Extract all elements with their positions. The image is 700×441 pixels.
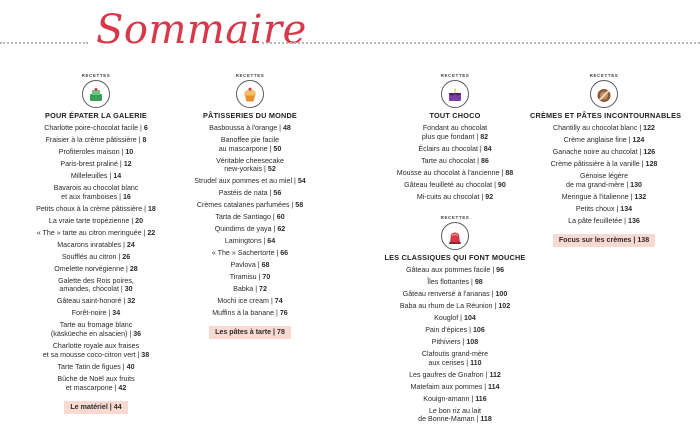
toc-entry: Omelette norvégienne | 28	[54, 264, 138, 273]
toc-entry-title: Mousse au chocolat à l'ancienne	[396, 168, 500, 177]
toc-page-number: 26	[122, 252, 131, 261]
toc-entry-title-line2: et sa mousse coco-citron vert | 38	[42, 350, 150, 359]
toc-entry-title: Forêt-noire	[71, 309, 107, 318]
toc-page-number: 66	[280, 249, 289, 258]
toc-entry-title: Banoffee pie facile	[220, 136, 280, 144]
toc-page-number: 12	[123, 160, 132, 168]
toc-entry-title: Gâteau aux pommes facile	[405, 266, 491, 274]
toc-entry-title: Muffins à la banane	[212, 309, 275, 318]
toc-page-number: 100	[495, 290, 508, 298]
highlight-entry: Le matériel | 44	[64, 401, 127, 414]
toc-entry-title-line2-text: de ma grand-mère	[566, 180, 625, 189]
badge-label: RECETTES	[440, 73, 470, 78]
toc-entry: Soufflés au citron | 26	[61, 252, 131, 261]
section-heading: POUR ÉPATER LA GALERIE	[45, 111, 147, 120]
toc-entry-title-line2-text: et sa mousse coco-citron vert	[42, 350, 136, 359]
highlight-entry-title: Les pâtes à tarte	[215, 328, 272, 337]
toc-entry-title: Quindims de yaya	[214, 225, 272, 234]
toc-page-number: 20	[135, 216, 144, 225]
recettes-badge	[235, 73, 265, 108]
toc-page-number: 90	[497, 180, 506, 189]
toc-entry	[20, 321, 172, 338]
badge-label: RECETTES	[235, 73, 265, 78]
highlight-page-number: 138	[637, 235, 650, 244]
toc-entry-title: Mi-cuits au chocolat	[416, 192, 480, 201]
recettes-badge	[81, 73, 111, 108]
toc-entry-title: Tarte au fromage blanc	[59, 321, 133, 330]
toc-entry: « The » tarte au citron meringuée | 22	[36, 228, 156, 237]
toc-entry-title: Macarons inratables	[57, 240, 122, 249]
toc-page-number: 34	[112, 309, 121, 318]
toc-entry: La vraie tarte tropézienne | 20	[48, 216, 144, 225]
toc-page-number: 60	[276, 213, 285, 222]
dotted-divider-right	[262, 42, 700, 44]
badge-label: RECETTES	[589, 73, 619, 78]
toc-entry: « The » Sachertorte | 66	[211, 249, 289, 258]
toc-page-number: 30	[124, 285, 133, 294]
toc-entry-title: Meringue à l'italienne	[561, 192, 629, 201]
toc-entry	[175, 157, 325, 174]
toc-entry-title: Crème pâtissière à la vanille	[550, 160, 640, 168]
toc-page-number: 22	[147, 228, 156, 237]
toc-entry	[20, 277, 172, 294]
toc-page-number: 114	[488, 382, 500, 391]
toc-entry: Forêt-noire | 34	[71, 309, 121, 318]
toc-entry-title: Mochi ice cream	[217, 297, 269, 306]
toc-entry: Babka | 72	[233, 285, 267, 294]
toc-page-number: 50	[273, 144, 282, 153]
toc-page-number: 134	[620, 204, 633, 213]
toc-entry-title: Le bon riz au lait	[428, 406, 482, 415]
toc-entry-title-line2: au mascarpone | 50	[218, 144, 282, 153]
toc-entry	[175, 136, 325, 153]
toc-page-number: 18	[147, 204, 156, 213]
toc-entry-title: Tarte au chocolat	[421, 156, 476, 165]
toc-entry-title: Charlotte royale aux fraises	[52, 342, 140, 351]
toc-entry: Macarons inratables | 24	[57, 240, 135, 249]
recettes-badge	[589, 73, 619, 108]
toc-entry-title: Tiramisu	[229, 273, 257, 282]
toc-entry: Gâteau saint-honoré | 32	[56, 297, 136, 306]
toc-entry: Petits choux à la crème pâtissière | 18	[36, 204, 156, 213]
toc-entry-title: Babka	[233, 285, 254, 294]
jelly-dessert-icon	[447, 230, 463, 245]
toc-page-number: 42	[118, 383, 127, 392]
toc-entry-title: « The » Sachertorte	[211, 249, 275, 258]
toc-entry: Kouign-amann | 116	[423, 394, 487, 403]
toc-entry	[380, 350, 530, 367]
recettes-badge	[440, 73, 470, 108]
toc-entry-title: Gâteau renversé à l'ananas	[402, 290, 490, 298]
toc-entry: Gâteau renversé à l'ananas | 100	[402, 290, 508, 298]
toc-entry: Lamingtons | 64	[224, 237, 276, 246]
toc-entry-title: Pithiviers	[431, 338, 461, 346]
section-heading: PÂTISSERIES DU MONDE	[202, 111, 297, 120]
toc-page-number: 112	[489, 370, 501, 379]
toc-page-number: 6	[143, 124, 148, 132]
toc-entry	[380, 124, 530, 141]
toc-entry-title: Éclairs au chocolat	[418, 144, 478, 153]
toc-entry-title: Petits choux	[575, 204, 615, 213]
toc-entry: Tarte Tatin de figues | 40	[57, 362, 135, 371]
highlight-entry-title: Focus sur les crèmes	[558, 235, 632, 244]
section-heading: LES CLASSIQUES QUI FONT MOUCHE	[384, 253, 526, 262]
toc-page-number: 40	[126, 362, 135, 371]
toc-entry: Crème anglaise fine | 124	[563, 136, 645, 144]
toc-page-number: 74	[274, 297, 283, 306]
toc-entry: Petits choux | 134	[575, 204, 633, 213]
toc-page-number: 36	[133, 330, 142, 339]
cupcake-icon	[242, 88, 258, 103]
toc-entry: Fraisier à la crème pâtissière | 8	[45, 136, 147, 144]
page-title: Sommaire	[96, 7, 307, 53]
toc-entry-title-line2-text: au mascarpone	[218, 144, 268, 153]
toc-entry-title: Tarta de Santiago	[215, 213, 271, 222]
toc-page-number: 130	[630, 180, 642, 189]
toc-entry-title: Omelette norvégienne	[54, 264, 125, 273]
toc-entry	[20, 375, 172, 392]
toc-entry: Muffins à la banane | 76	[212, 309, 288, 318]
toc-entry-title: Lamingtons	[224, 237, 262, 246]
toc-page-number: 88	[505, 168, 514, 177]
toc-entry: Pavlova | 68	[230, 261, 270, 270]
toc-page-number: 110	[470, 358, 482, 367]
toc-entry-title: Bavarois au chocolat blanc	[53, 184, 139, 192]
toc-entry-title-line2: et aux framboises | 16	[61, 192, 131, 201]
toc-entry-title: Galette des Rois poires,	[58, 276, 134, 285]
toc-entry-title: Crème anglaise fine	[563, 136, 627, 144]
toc-entry-title-line2: aux cerises | 110	[428, 358, 482, 367]
toc-entry: Tiramisu | 70	[229, 273, 271, 282]
toc-entry-title: Pain d'épices	[425, 326, 468, 334]
toc-entry-title: La pâte feuilletée	[568, 216, 623, 225]
toc-entry-title: Ganache noire au chocolat	[552, 148, 638, 156]
toc-page-number: 82	[480, 132, 489, 141]
toc-page-number: 14	[113, 172, 122, 180]
toc-page-number: 124	[632, 136, 645, 144]
toc-page-number: 102	[498, 302, 511, 310]
toc-page-number: 8	[142, 136, 147, 144]
toc-entry: Gâteau aux pommes facile | 96	[405, 266, 505, 274]
toc-entry-title: Crèmes catalanes parfumées	[196, 201, 290, 210]
highlight-page-number: 44	[113, 402, 122, 411]
toc-entry-title-line2: amandes, chocolat | 30	[59, 285, 133, 294]
recettes-badge	[440, 215, 470, 250]
toc-page-number: 132	[634, 192, 647, 201]
toc-page-number: 126	[643, 148, 656, 156]
highlight-entry: Les pâtes à tarte | 78	[209, 326, 291, 339]
toc-entry: Quindims de yaya | 62	[214, 225, 286, 234]
toc-entry-title-line2-text: new-yorkais	[224, 165, 263, 174]
toc-entry-title-line2-text: de Bonne-Maman	[418, 415, 475, 424]
badge-label: RECETTES	[81, 73, 111, 78]
toc-page-number: 98	[474, 278, 483, 286]
toc-entry-title: Pavlova	[230, 261, 256, 270]
toc-page-number: 92	[485, 192, 494, 201]
toc-entry: Crèmes catalanes parfumées | 58	[196, 201, 304, 210]
toc-page-number: 48	[282, 124, 291, 132]
toc-entry-title-line2-text: (käsküeche en alsacien)	[50, 330, 128, 339]
section-tout-choco	[380, 73, 530, 205]
toc-entry-title: Kouglof	[434, 314, 459, 322]
toc-entry-title: Baba au rhum de La Réunion	[399, 302, 493, 310]
toc-entry: Tarta de Santiago | 60	[215, 213, 285, 222]
toc-entry-title: Véritable cheesecake	[216, 156, 284, 165]
section-heading: TOUT CHOCO	[429, 111, 481, 120]
toc-page-number: 108	[466, 338, 479, 346]
toc-entry-title: Îles flottantes	[427, 278, 470, 286]
toc-entry	[380, 407, 530, 424]
toc-entry: Meringue à l'italienne | 132	[561, 192, 647, 201]
toc-page-number: 106	[472, 326, 485, 334]
toc-entry: Tarte au chocolat | 86	[421, 156, 489, 165]
toc-entry-title: Profiteroles maison	[58, 148, 120, 156]
toc-entry-title: Tarte Tatin de figues	[57, 362, 121, 371]
section-cremes-et-pates	[530, 73, 682, 247]
toc-page-number: 58	[295, 201, 304, 210]
toc-entry-title-line2-text: et aux framboises	[61, 192, 118, 201]
toc-entry: Basboussa à l'orange | 48	[209, 124, 291, 132]
toc-entry: Mochi ice cream | 74	[217, 297, 283, 306]
toc-entry-title-line2-text: et mascarpone	[65, 383, 113, 392]
toc-entry-title: Fondant au chocolat	[422, 124, 488, 132]
toc-entry	[20, 184, 172, 201]
toc-page-number: 56	[273, 189, 282, 198]
toc-entry-title-line2-text: plus que fondant	[421, 132, 475, 141]
toc-page-number: 104	[464, 314, 476, 322]
toc-page-number: 62	[277, 225, 286, 234]
toc-entry-title-line2: et mascarpone | 42	[65, 383, 127, 392]
toc-entry: Crème pâtissière à la vanille | 128	[550, 160, 658, 168]
toc-entry	[530, 172, 678, 189]
toc-entry-title-line2: de Bonne-Maman | 118	[418, 415, 492, 424]
toc-entry: Millefeuilles | 14	[70, 172, 122, 180]
toc-entry: Matefaim aux pommes | 114	[410, 382, 500, 391]
toc-entry-title: Gâteau feuilleté au chocolat	[404, 180, 493, 189]
toc-page-number: 64	[267, 237, 276, 246]
toc-page-number: 84	[483, 144, 492, 153]
toc-entry-title-line2: de ma grand-mère | 130	[566, 180, 642, 189]
toc-entry-title: Gâteau saint-honoré	[56, 297, 122, 306]
toc-entry-title: Basboussa à l'orange	[209, 124, 278, 132]
toc-entry: Ganache noire au chocolat | 126	[552, 148, 656, 156]
toc-entry-title-line2-text: amandes, chocolat	[59, 285, 119, 294]
toc-entry-title: Fraisier à la crème pâtissière	[45, 136, 137, 144]
toc-entry: Pastéis de nata | 56	[218, 189, 282, 198]
toc-entry: Pain d'épices | 106	[425, 326, 485, 334]
toc-entry-title-line2: (käsküeche en alsacien) | 36	[50, 330, 142, 339]
toc-page-number: 96	[496, 266, 505, 274]
dotted-divider-left	[0, 42, 88, 44]
highlight-entry: Focus sur les crèmes | 138	[553, 234, 655, 247]
toc-entry: Mousse au chocolat à l'ancienne | 88	[396, 168, 514, 177]
toc-page-number: 136	[628, 216, 640, 225]
toc-page-number: 76	[279, 309, 288, 318]
toc-entry: Strudel aux pommes et au miel | 54	[194, 177, 306, 186]
toc-entry-title: La vraie tarte tropézienne	[48, 216, 130, 225]
toc-entry: Les gaufres de Gnafron | 112	[409, 370, 501, 379]
toc-page-number: 16	[122, 192, 131, 201]
toc-page-number: 70	[262, 273, 271, 282]
toc-entry: Baba au rhum de La Réunion | 102	[399, 302, 511, 310]
toc-entry-title: « The » tarte au citron meringuée	[36, 228, 142, 237]
section-patisseries-du-monde	[175, 73, 325, 339]
toc-entry: Éclairs au chocolat | 84	[418, 144, 492, 153]
highlight-entry-title: Le matériel	[70, 402, 108, 411]
badge-label: RECETTES	[440, 215, 470, 220]
toc-entry-title: Strudel aux pommes et au miel	[194, 177, 293, 186]
toc-page-number: 32	[127, 297, 136, 306]
toc-entry-title: Paris-brest praliné	[60, 160, 118, 168]
toc-entry-title-line2-text: aux cerises	[428, 358, 465, 367]
cream-bowl-icon	[596, 88, 612, 103]
green-cake-icon	[88, 88, 104, 102]
toc-page-number: 116	[475, 394, 487, 403]
highlight-page-number: 78	[277, 328, 285, 337]
toc-entry: Mi-cuits au chocolat | 92	[416, 192, 494, 201]
toc-page-number: 68	[261, 261, 270, 270]
chocolate-cake-icon	[447, 88, 463, 102]
toc-entry: Charlotte poire-chocolat facile | 6	[44, 124, 148, 132]
toc-page-number: 72	[259, 285, 267, 294]
section-les-classiques	[380, 215, 530, 427]
toc-page-number: 86	[480, 156, 489, 165]
toc-entry-title: Génoise légère	[579, 172, 629, 180]
toc-entry-title: Les gaufres de Gnafron	[409, 370, 484, 379]
toc-entry-title: Pastéis de nata	[218, 189, 268, 198]
toc-entry: Chantilly au chocolat blanc | 122	[552, 124, 656, 132]
toc-entry-title-line2: plus que fondant | 82	[421, 132, 489, 141]
toc-page-number: 10	[125, 148, 134, 156]
toc-page-number: 122	[643, 124, 656, 132]
toc-entry-title: Bûche de Noël aux fruits	[57, 374, 135, 383]
toc-entry-title: Petits choux à la crème pâtissière	[36, 204, 143, 213]
toc-entry-title: Charlotte poire-chocolat facile	[44, 124, 139, 132]
section-pour-epater-la-galerie	[20, 73, 172, 414]
toc-page-number: 118	[480, 415, 492, 424]
toc-entry: Profiteroles maison | 10	[58, 148, 134, 156]
toc-entry-title: Kouign-amann	[423, 394, 470, 403]
toc-entry-title: Soufflés au citron	[61, 252, 117, 261]
toc-page-number: 128	[645, 160, 658, 168]
toc-entry: Gâteau feuilleté au chocolat | 90	[404, 180, 506, 189]
toc-entry-title: Matefaim aux pommes	[410, 382, 483, 391]
toc-entry: Kouglof | 104	[434, 314, 476, 322]
toc-entry: La pâte feuilletée | 136	[568, 216, 640, 225]
toc-page-number: 54	[297, 177, 306, 186]
toc-page-number: 28	[129, 264, 138, 273]
toc-entry: Paris-brest praliné | 12	[60, 160, 132, 168]
toc-page-number: 52	[267, 165, 276, 174]
toc-entry	[20, 342, 172, 359]
toc-entry-title: Chantilly au chocolat blanc	[552, 124, 638, 132]
toc-entry-title: Millefeuilles	[70, 172, 108, 180]
toc-entry-title: Clafoutis grand-mère	[421, 350, 489, 358]
section-heading: CRÈMES ET PÂTES INCONTOURNABLES	[530, 111, 682, 120]
toc-entry: Pithiviers | 108	[431, 338, 479, 346]
toc-entry-title-line2: new-yorkais | 52	[224, 165, 276, 174]
toc-entry: Îles flottantes | 98	[427, 278, 483, 286]
toc-page-number: 38	[141, 350, 150, 359]
toc-page-number: 24	[126, 240, 135, 249]
